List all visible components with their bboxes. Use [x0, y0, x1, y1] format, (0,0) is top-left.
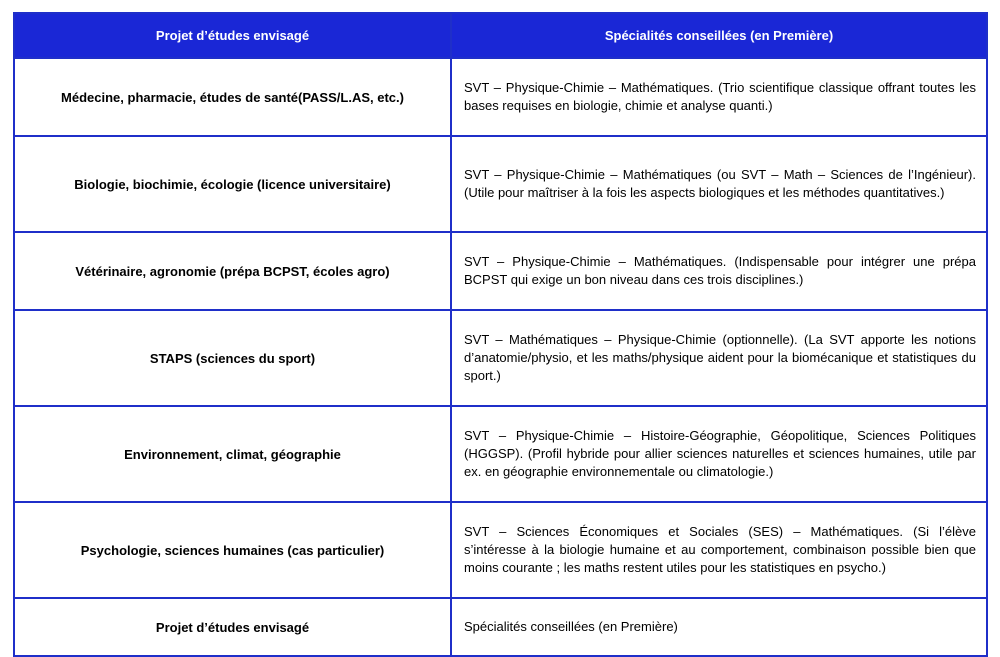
- table-row: [14, 598, 987, 656]
- specialties-cell: SVT – Sciences Économiques et Sociales (SES) – Mathématiques. (Si l’élève s’intéresse à la biologie humaine et au comportement, combinaison possible bien que moins courante ; les maths restent utiles pour les statistiques en psycho.): [451, 502, 987, 598]
- specialties-cell: SVT – Physique-Chimie – Mathématiques. (Trio scientifique classique offrant toutes les bases requises en biologie, chimie et analyse quanti.): [451, 58, 987, 136]
- table-header-row: [14, 13, 987, 58]
- specialties-cell: SVT – Mathématiques – Physique-Chimie (optionnelle). (La SVT apporte les notions d’anatomie/physio, et les maths/physique aident pour la biomécanique et statistiques du sport.): [451, 310, 987, 406]
- project-cell: Psychologie, sciences humaines (cas particulier): [14, 502, 451, 598]
- header-specialties: Spécialités conseillées (en Première): [451, 13, 987, 58]
- table-row: [14, 406, 987, 502]
- project-cell: STAPS (sciences du sport): [14, 310, 451, 406]
- table-row: [14, 232, 987, 310]
- project-cell: Vétérinaire, agronomie (prépa BCPST, écoles agro): [14, 232, 451, 310]
- specialties-cell: Spécialités conseillées (en Première): [451, 598, 987, 656]
- table-row: [14, 58, 987, 136]
- table-row: [14, 136, 987, 232]
- project-cell: Médecine, pharmacie, études de santé(PASS/L.AS, etc.): [14, 58, 451, 136]
- project-cell: Projet d’études envisagé: [14, 598, 451, 656]
- project-cell: Biologie, biochimie, écologie (licence universitaire): [14, 136, 451, 232]
- specialties-cell: SVT – Physique-Chimie – Mathématiques (ou SVT – Math – Sciences de l’Ingénieur). (Utile pour maîtriser à la fois les aspects biologiques et les méthodes quantitatives.): [451, 136, 987, 232]
- specialties-cell: SVT – Physique-Chimie – Mathématiques. (Indispensable pour intégrer une prépa BCPST qui exige un bon niveau dans ces trois disciplines.): [451, 232, 987, 310]
- table-row: [14, 502, 987, 598]
- orientation-table: [13, 12, 988, 657]
- project-cell: Environnement, climat, géographie: [14, 406, 451, 502]
- header-project: Projet d’études envisagé: [14, 13, 451, 58]
- table-row: [14, 310, 987, 406]
- specialties-cell: SVT – Physique-Chimie – Histoire-Géographie, Géopolitique, Sciences Politiques (HGGSP). (Profil hybride pour allier sciences naturelles et sciences humaines, utile par ex. en géographie environnementale ou climatologie.): [451, 406, 987, 502]
